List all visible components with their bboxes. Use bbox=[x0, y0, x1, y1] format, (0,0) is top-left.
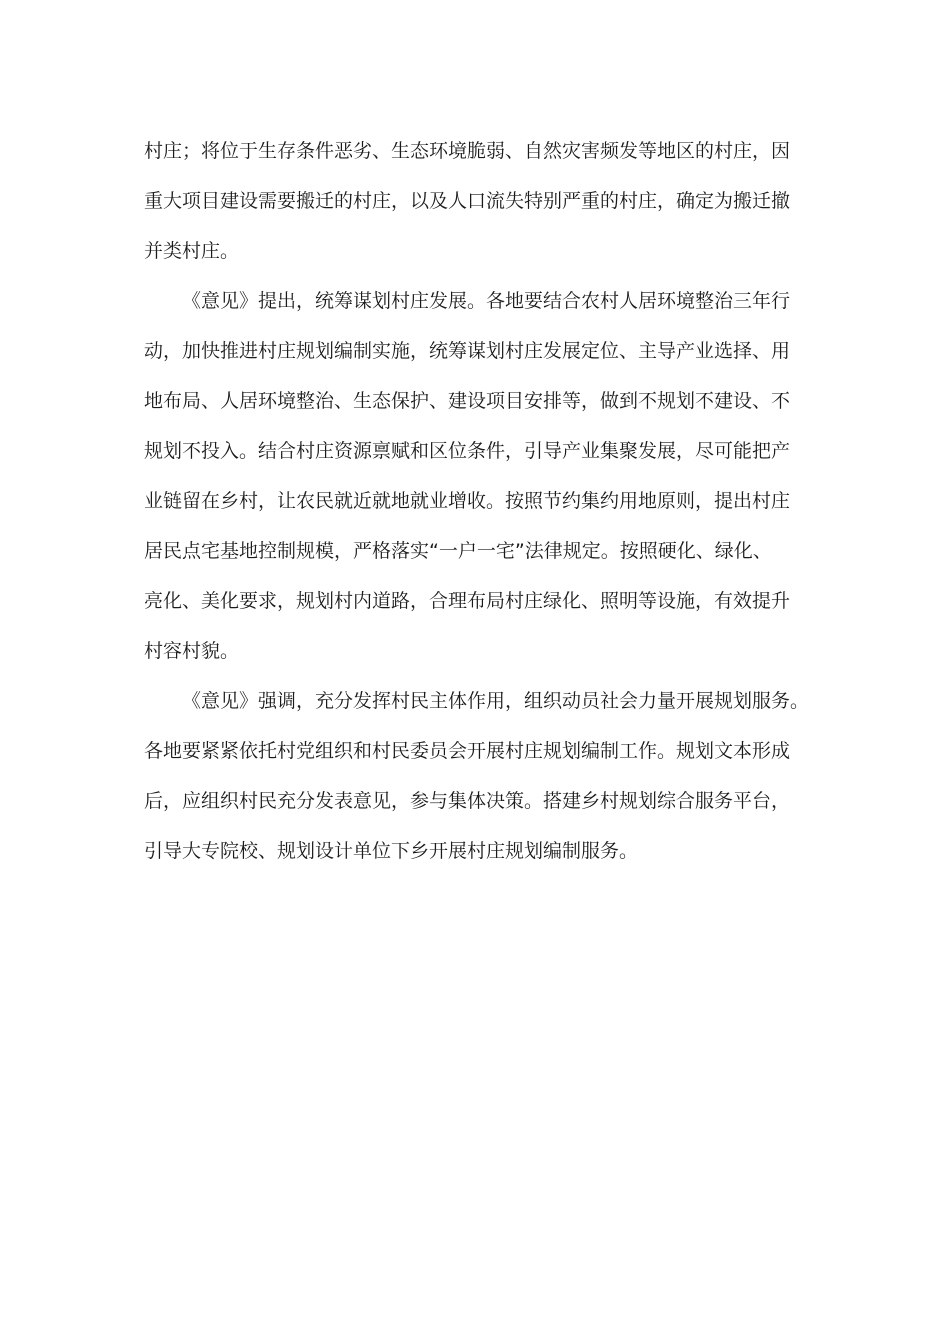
text-line: 后，应组织村民充分发表意见，参与集体决策。搭建乡村规划综合服务平台， bbox=[144, 790, 791, 812]
text-line: 亮化、美化要求，规划村内道路，合理布局村庄绿化、照明等设施，有效提升 bbox=[144, 590, 791, 612]
text-line: 村庄；将位于生存条件恶劣、生态环境脆弱、自然灾害频发等地区的村庄，因 bbox=[144, 140, 791, 162]
text-line: 居民点宅基地控制规模，严格落实“一户一宅”法律规定。按照硬化、绿化、 bbox=[144, 540, 772, 562]
text-line: 并类村庄。 bbox=[144, 240, 240, 262]
text-line: 业链留在乡村，让农民就近就地就业增收。按照节约集约用地原则，提出村庄 bbox=[144, 490, 791, 512]
text-line: 村容村貌。 bbox=[144, 640, 240, 662]
text-line: 重大项目建设需要搬迁的村庄，以及人口流失特别严重的村庄，确定为搬迁撤 bbox=[144, 190, 791, 212]
text-line: 动，加快推进村庄规划编制实施，统筹谋划村庄发展定位、主导产业选择、用 bbox=[144, 340, 791, 362]
paragraph-start-line: 《意见》提出，统筹谋划村庄发展。各地要结合农村人居环境整治三年行 bbox=[182, 290, 791, 312]
document-body bbox=[144, 126, 810, 876]
paragraph-start-line: 《意见》强调，充分发挥村民主体作用，组织动员社会力量开展规划服务。 bbox=[182, 690, 810, 712]
text-line: 各地要紧紧依托村党组织和村民委员会开展村庄规划编制工作。规划文本形成 bbox=[144, 740, 791, 762]
text-line: 规划不投入。结合村庄资源禀赋和区位条件，引导产业集聚发展，尽可能把产 bbox=[144, 440, 791, 462]
text-line: 地布局、人居环境整治、生态保护、建设项目安排等，做到不规划不建设、不 bbox=[144, 390, 791, 412]
text-line: 引导大专院校、规划设计单位下乡开展村庄规划编制服务。 bbox=[144, 840, 639, 862]
